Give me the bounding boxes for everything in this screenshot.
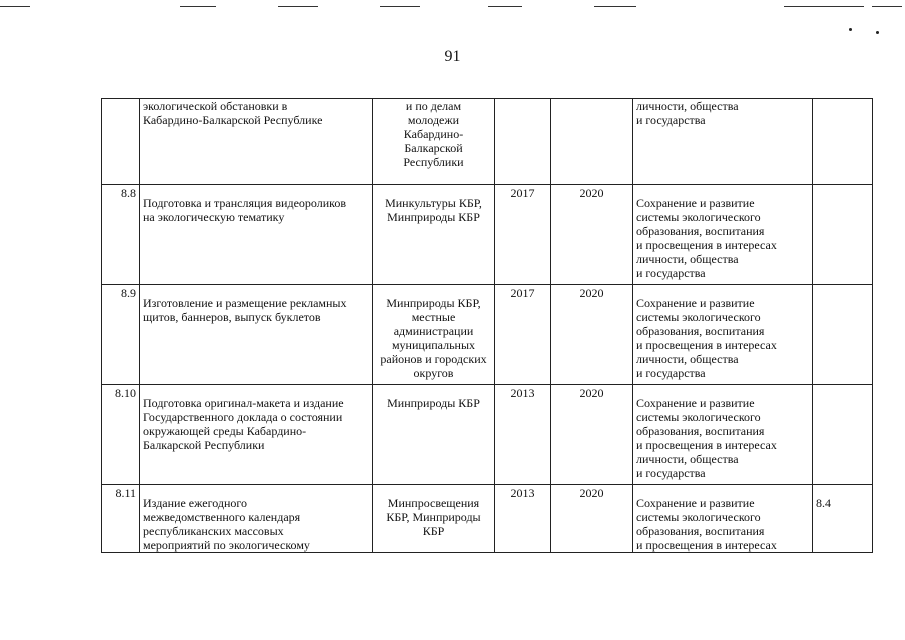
cell-result-line: образования, воспитания <box>636 524 765 538</box>
measures-table <box>101 98 873 553</box>
cell-result <box>633 485 813 553</box>
scan-artifact <box>849 28 852 31</box>
cell-executor-line: Минприроды КБР, <box>386 296 481 310</box>
cell-executor-line: Минпросвещения <box>387 496 480 510</box>
cell-result-line: системы экологического <box>636 310 761 324</box>
cell-result-line: личности, общества <box>636 452 739 466</box>
cell-result-line: личности, общества <box>636 99 739 113</box>
cell-result-line: личности, общества <box>636 252 739 266</box>
cell-link <box>813 99 873 185</box>
cell-result-line: и государства <box>636 113 706 127</box>
cell-title <box>140 285 373 385</box>
cell-executor <box>373 385 495 485</box>
table-row <box>102 485 873 553</box>
table-row <box>102 99 873 185</box>
cell-result-line: системы экологического <box>636 210 761 224</box>
cell-result-line: и государства <box>636 266 706 280</box>
cell-start-year: 2013 <box>495 485 551 553</box>
cell-title-line: щитов, баннеров, выпуск буклетов <box>143 310 321 324</box>
cell-executor-line: районов и городских <box>380 352 487 366</box>
cell-title-line: межведомственного календаря <box>143 510 301 524</box>
scan-artifact <box>784 6 864 7</box>
cell-executor-line: местные <box>411 310 456 324</box>
cell-end-year: 2020 <box>551 185 633 285</box>
cell-title <box>140 485 373 553</box>
cell-result-line: личности, общества <box>636 352 739 366</box>
page-number: 91 <box>444 48 461 65</box>
cell-result-line: образования, воспитания <box>636 424 765 438</box>
scan-artifact <box>488 6 522 7</box>
cell-title-line: республиканских массовых <box>143 524 284 538</box>
cell-link <box>813 285 873 385</box>
cell-start-year: 2017 <box>495 185 551 285</box>
cell-result <box>633 285 813 385</box>
cell-end-year <box>551 99 633 185</box>
cell-result-line: системы экологического <box>636 510 761 524</box>
cell-executor-line: и по делам <box>405 99 462 113</box>
cell-title-line: окружающей среды Кабардино- <box>143 424 307 438</box>
cell-title-line: Государственного доклада о состоянии <box>143 410 343 424</box>
cell-result <box>633 99 813 185</box>
cell-result-line: Сохранение и развитие <box>636 196 755 210</box>
scan-artifact <box>872 6 902 7</box>
cell-title-line: на экологическую тематику <box>143 210 285 224</box>
cell-executor-line: молодежи <box>407 113 460 127</box>
cell-link: 8.4 <box>813 485 873 553</box>
cell-end-year: 2020 <box>551 485 633 553</box>
cell-executor-line: Минприроды КБР <box>387 396 480 410</box>
cell-executor-line: Кабардино- <box>403 127 464 141</box>
cell-executor <box>373 185 495 285</box>
cell-link <box>813 185 873 285</box>
cell-title-line: мероприятий по экологическому <box>143 538 310 552</box>
cell-executor-line: Минкультуры КБР, <box>385 196 482 210</box>
cell-title-line: Балкарской Республики <box>143 438 265 452</box>
scan-artifact <box>594 6 636 7</box>
cell-executor-line: Минприроды КБР <box>387 210 480 224</box>
cell-executor-line: округов <box>413 366 454 380</box>
cell-result-line: Сохранение и развитие <box>636 396 755 410</box>
table-row <box>102 385 873 485</box>
cell-end-year: 2020 <box>551 285 633 385</box>
cell-result-line: и государства <box>636 366 706 380</box>
cell-executor-line: КБР <box>422 524 445 538</box>
cell-start-year <box>495 99 551 185</box>
cell-executor <box>373 99 495 185</box>
cell-end-year: 2020 <box>551 385 633 485</box>
cell-result-line: системы экологического <box>636 410 761 424</box>
cell-title <box>140 185 373 285</box>
cell-title-line: Кабардино-Балкарской Республике <box>143 113 323 127</box>
cell-executor <box>373 285 495 385</box>
scan-artifact <box>0 6 30 7</box>
cell-num: 8.11 <box>102 485 140 553</box>
cell-title-line: Издание ежегодного <box>143 496 248 510</box>
cell-result-line: и просвещения в интересах <box>636 438 777 452</box>
cell-num: 8.8 <box>102 185 140 285</box>
cell-start-year: 2017 <box>495 285 551 385</box>
table-row <box>102 185 873 285</box>
cell-title-line: Подготовка и трансляция видеороликов <box>143 196 347 210</box>
cell-executor-line: Республики <box>403 155 464 169</box>
cell-result-line: и государства <box>636 466 706 480</box>
scan-artifact <box>278 6 318 7</box>
cell-result-line: Сохранение и развитие <box>636 296 755 310</box>
table-row <box>102 285 873 385</box>
cell-link <box>813 385 873 485</box>
cell-num <box>102 99 140 185</box>
cell-result-line: и просвещения в интересах <box>636 538 777 552</box>
cell-title-line: Подготовка оригинал-макета и издание <box>143 396 344 410</box>
cell-start-year: 2013 <box>495 385 551 485</box>
cell-result-line: и просвещения в интересах <box>636 238 777 252</box>
scan-artifact <box>180 6 216 7</box>
cell-title <box>140 99 373 185</box>
cell-title-line: экологической обстановки в <box>143 99 288 113</box>
cell-result-line: образования, воспитания <box>636 324 765 338</box>
cell-executor-line: администрации <box>393 324 474 338</box>
cell-num: 8.10 <box>102 385 140 485</box>
cell-result <box>633 385 813 485</box>
cell-executor-line: муниципальных <box>391 338 476 352</box>
scan-artifact <box>380 6 420 7</box>
cell-executor <box>373 485 495 553</box>
cell-result <box>633 185 813 285</box>
cell-num: 8.9 <box>102 285 140 385</box>
cell-result-line: Сохранение и развитие <box>636 496 755 510</box>
cell-executor-line: КБР, Минприроды <box>386 510 481 524</box>
cell-title <box>140 385 373 485</box>
cell-title-line: Изготовление и размещение рекламных <box>143 296 347 310</box>
cell-executor-line: Балкарской <box>404 141 463 155</box>
scan-artifact <box>876 31 879 34</box>
cell-result-line: образования, воспитания <box>636 224 765 238</box>
cell-result-line: и просвещения в интересах <box>636 338 777 352</box>
